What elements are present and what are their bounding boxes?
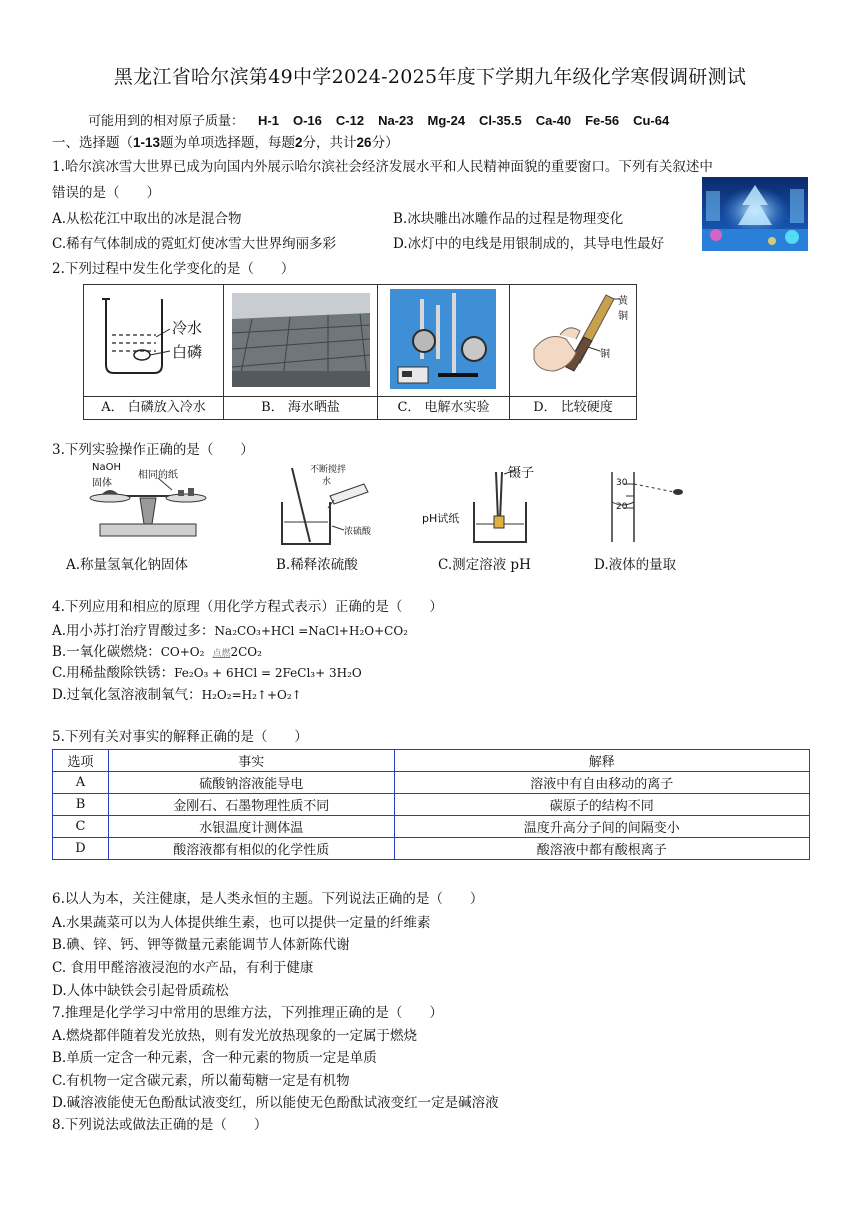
table-cell: 溶液中有自由移动的离子 — [394, 772, 809, 794]
table-cell: 碳原子的结构不同 — [394, 794, 809, 816]
mass-item: Na-23 — [378, 113, 414, 128]
table-cell: D — [53, 838, 109, 860]
label-tick-20: 20 — [616, 502, 628, 512]
mass-item: Ca-40 — [535, 113, 572, 128]
q6-option-b: B.碘、锌、钙、钾等微量元素能调节人体新陈代谢 — [52, 937, 350, 953]
label-ph-paper: pH试纸 — [422, 512, 460, 525]
label-copper: 铜 — [600, 349, 610, 360]
mass-item: C-12 — [335, 113, 365, 128]
table-cell: 硫酸钠溶液能导电 — [108, 772, 394, 794]
table-header: 选项 — [53, 750, 109, 772]
table-header: 解释 — [394, 750, 809, 772]
label-water: 水 — [322, 477, 332, 487]
table-cell: 金刚石、石墨物理性质不同 — [108, 794, 394, 816]
q3-caption-b: B.稀释浓硫酸 — [276, 557, 358, 573]
q6-option-d: D.人体中缺铁会引起骨质疏松 — [52, 983, 229, 999]
q1-option-c: C.稀有气体制成的霓虹灯使冰雪大世界绚丽多彩 — [52, 236, 337, 252]
table-cell: C — [53, 816, 109, 838]
atomic-masses — [88, 110, 669, 129]
table-header-row — [53, 750, 810, 772]
table-cell: 酸溶液都有相似的化学性质 — [108, 838, 394, 860]
q3-caption-a: A.称量氢氧化钠固体 — [66, 557, 189, 573]
q3-caption-d: D.液体的量取 — [594, 557, 677, 573]
q4-option-a: A.用小苏打治疗胃酸过多：Na₂CO₃+HCl =NaCl+H₂O+CO₂ — [52, 623, 408, 639]
q2-cell-c — [378, 285, 510, 419]
q6-stem: 6.以人为本，关注健康，是人类永恒的主题。下列说法正确的是（ ） — [52, 891, 484, 907]
q7-option-c: C.有机物一定含碳元素，所以葡萄糖一定是有机物 — [52, 1073, 350, 1089]
label-brass: 黄铜 — [618, 296, 628, 322]
table-cell: 水银温度计测体温 — [108, 816, 394, 838]
q7-option-d: D.碱溶液能使无色酚酞试液变红，所以能使无色酚酞试液变红一定是碱溶液 — [52, 1095, 499, 1111]
atomic-masses-label: 可能用到的相对原子质量： — [88, 114, 245, 129]
table-row — [53, 794, 810, 816]
label-stir: 不断搅拌 — [310, 465, 347, 475]
mass-item: O-16 — [292, 113, 322, 128]
q1-stem-line1: 1.哈尔滨冰雪大世界已成为向国内外展示哈尔滨社会经济发展水平和人民精神面貌的重要窗口。下列有关叙述中 — [52, 159, 713, 175]
table-row — [53, 816, 810, 838]
q2-cell-b — [224, 285, 378, 419]
table-row — [53, 772, 810, 794]
mass-item: Cl-35.5 — [479, 113, 522, 128]
label-cold-water: 冷水 — [172, 319, 203, 337]
q6-option-c: C. 食用甲醛溶液浸泡的水产品，有利于健康 — [52, 960, 314, 976]
graduated-cylinder-figure — [600, 462, 690, 552]
table-cell: 温度升高分子间的间隔变小 — [394, 816, 809, 838]
q4-option-b: B.一氧化碳燃烧：CO+O₂ 点燃2CO₂ — [52, 644, 262, 660]
table-cell: A — [53, 772, 109, 794]
q1-option-d: D.冰灯中的电线是用银制成的，其导电性最好 — [393, 236, 665, 252]
section-heading: 一、选择题（1-13题为单项选择题，每题2分，共计26分） — [52, 135, 399, 151]
page-title: 黑龙江省哈尔滨第49中学2024-2025年度下学期九年级化学寒假调研测试 — [113, 66, 747, 88]
q6-option-a: A.水果蔬菜可以为人体提供维生素，也可以提供一定量的纤维素 — [52, 915, 431, 931]
label-solid: 固体 — [92, 478, 112, 489]
ignition-condition: 点燃 — [212, 649, 231, 659]
q7-stem: 7.推理是化学学习中常用的思维方法，下列推理正确的是（ ） — [52, 1005, 443, 1021]
label-same-paper: 相同的纸 — [138, 470, 178, 481]
hardness-comparison-figure — [514, 287, 634, 391]
table-cell: 酸溶液中都有酸根离子 — [394, 838, 809, 860]
q3-stem: 3.下列实验操作正确的是（ ） — [52, 442, 254, 458]
beaker-white-phosphorus-figure — [84, 285, 224, 397]
q7-option-b: B.单质一定含一种元素，含一种元素的物质一定是单质 — [52, 1050, 377, 1066]
water-electrolysis-photo — [390, 289, 496, 389]
q2-caption-b: B． 海水晒盐 — [224, 396, 377, 419]
q2-caption-c: C． 电解水实验 — [378, 396, 509, 419]
q2-stem: 2.下列过程中发生化学变化的是（ ） — [52, 261, 295, 277]
q3-fig-c — [420, 462, 550, 552]
label-tick-30: 30 — [616, 478, 628, 488]
ice-festival-photo — [702, 177, 808, 251]
mass-item: Cu-64 — [633, 113, 670, 128]
label-naoh: NaOH — [92, 462, 121, 473]
q7-option-a: A.燃烧都伴随着发光放热，则有发光放热现象的一定属于燃烧 — [52, 1028, 418, 1044]
q2-cell-a — [84, 285, 224, 419]
q3-fig-d — [600, 462, 690, 552]
q1-option-b: B.冰块雕出冰雕作品的过程是物理变化 — [393, 211, 624, 227]
q2-cell-d — [510, 285, 636, 419]
q1-stem-line2: 错误的是（ ） — [52, 185, 160, 201]
q4-option-c: C.用稀盐酸除铁锈：Fe₂O₃ + 6HCl = 2FeCl₃+ 3H₂O — [52, 665, 362, 681]
q5-table — [52, 749, 810, 860]
q1-option-a: A.从松花江中取出的冰是混合物 — [52, 211, 242, 227]
salt-pan-photo — [232, 293, 370, 387]
label-white-phosphorus: 白磷 — [172, 343, 203, 361]
q4-stem: 4.下列应用和相应的原理（用化学方程式表示）正确的是（ ） — [52, 599, 443, 615]
q8-stem: 8.下列说法或做法正确的是（ ） — [52, 1117, 268, 1133]
q2-figure-table — [83, 284, 637, 420]
q4-option-d: D.过氧化氢溶液制氧气：H₂O₂=H₂↑+O₂↑ — [52, 687, 302, 703]
label-tweezers: 镊子 — [508, 466, 535, 481]
mass-item: H-1 — [258, 113, 279, 128]
q3-caption-c: C.测定溶液 pH — [438, 557, 531, 573]
table-cell: B — [53, 794, 109, 816]
q2-caption-a: A． 白磷放入冷水 — [84, 396, 223, 419]
q5-stem: 5.下列有关对事实的解释正确的是（ ） — [52, 729, 308, 745]
q3-fig-a — [78, 462, 218, 552]
label-conc-acid: 浓硫酸 — [344, 527, 372, 537]
table-header: 事实 — [108, 750, 394, 772]
q3-fig-b — [270, 462, 380, 552]
table-row — [53, 838, 810, 860]
mass-item: Fe-56 — [585, 113, 620, 128]
mass-item: Mg-24 — [427, 113, 466, 128]
q2-caption-d: D． 比较硬度 — [510, 396, 636, 419]
